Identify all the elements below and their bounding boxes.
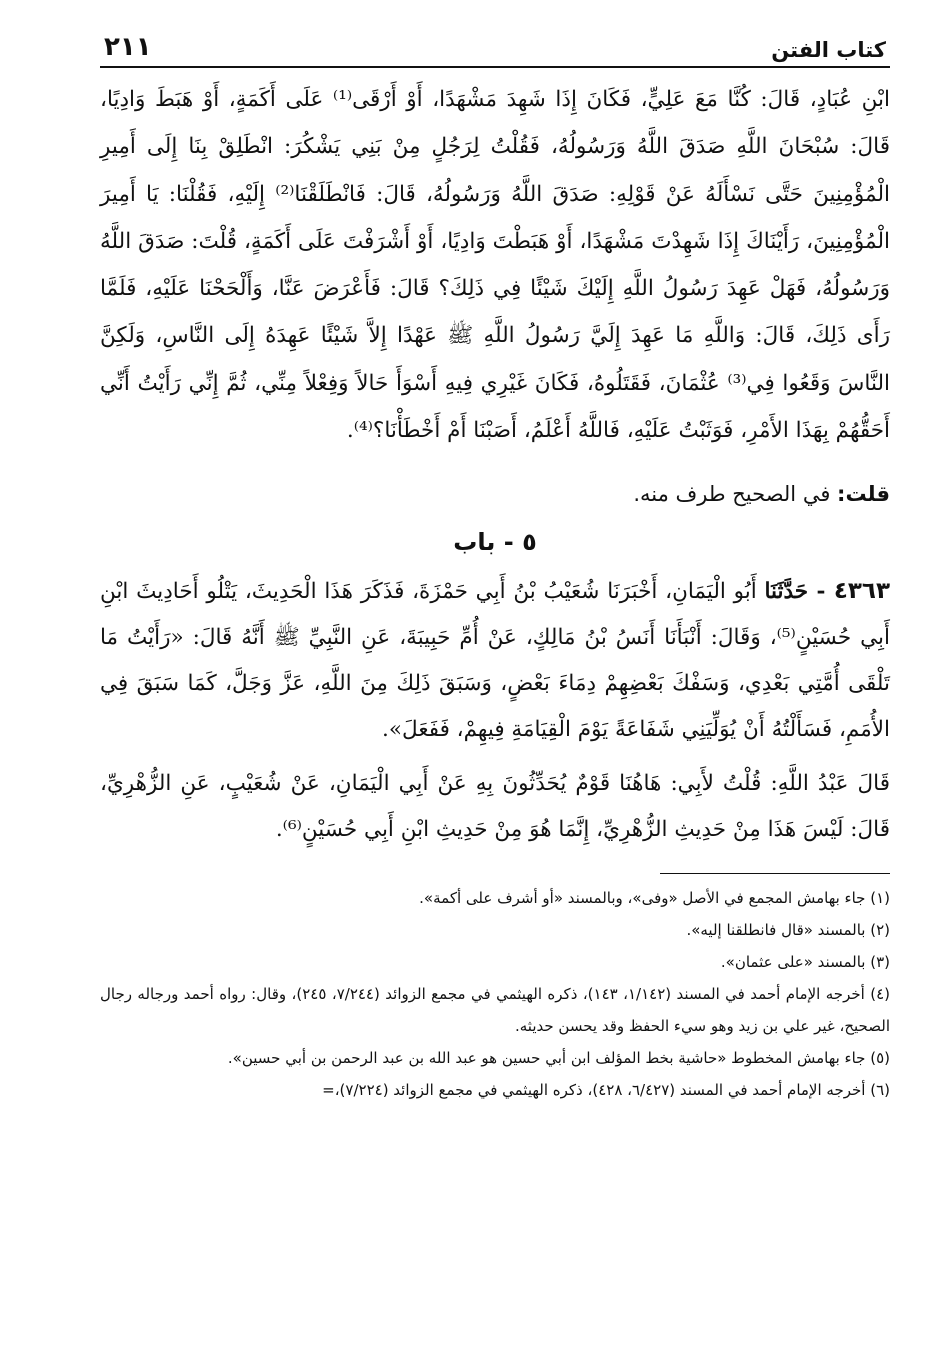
hadith-text: أَبُو الْيَمَانِ، أَخْبَرَنَا شُعَيْبُ بْنُ أَبِي حَمْزَةَ، فَذَكَرَ هَذَا الْحَدِيثَ، يَتْلُو أَحَادِيثَ ابْنِ أَبِي حُسَيْنٍ⁽⁵⁾، وَقَالَ: أَنْبَأَنَا أَنَسُ بْنُ مَالِكٍ، عَنْ أُمِّ حَبِيبَةَ، عَنِ النَّبِيِّ ﷺ أَنَّهُ قَالَ: «رَأَيْتُ مَا تَلْقَى أُمَّتِي بَعْدِي، وَسَفْكَ بَعْضِهِمْ دِمَاءَ بَعْضٍ، وَسَبَقَ ذَلِكَ مِنَ اللَّهِ، عَزَّ وَجَلَّ، كَمَا سَبَقَ فِي الأُمَمِ، فَسَأَلْتُهُ أَنْ يُوَلِّيَنِي شَفَاعَةً يَوْمَ الْقِيَامَةِ فِيهِمْ، فَفَعَلَ». (100, 579, 890, 743)
footnote: (٤) أخرجه الإمام أحمد في المسند (١/١٤٢، ١٤٣)، ذكره الهيثمي في مجمع الزوائد (٧/٢٤٤، ٢٤٥)، وقال: رواه أحمد ورجاله رجال الصحيح، غير علي بن زيد وهو سيء الحفظ وقد يحسن حديثه. (100, 985, 890, 1036)
chapter-heading: ٥ - باب (453, 528, 537, 557)
hadith-number: ٤٣٦٣ (833, 578, 890, 605)
editor-note (100, 482, 890, 506)
footnote-divider (660, 873, 890, 874)
page-header (100, 26, 890, 68)
page-number: ٢١١ (104, 32, 152, 62)
hadith-paragraph (100, 568, 890, 753)
running-title: كتاب الفتن (771, 38, 886, 62)
hadith-followup: قَالَ عَبْدُ اللَّهِ: قُلْتُ لأَبِي: هَاهُنَا قَوْمٌ يُحَدِّثُونَ بِهِ عَنْ أَبِي الْيَمَانِ، عَنْ شُعَيْبٍ، عَنِ الزُّهْرِيِّ، قَالَ: لَيْسَ هَذَا مِنْ حَدِيثِ الزُّهْرِيِّ، إِنَّمَا هُوَ مِنْ حَدِيثِ ابْنِ أَبِي حُسَيْنٍ⁽⁶⁾. (100, 771, 890, 843)
editor-note-label: قلت: (837, 482, 890, 507)
footnote: (٥) جاء بهامش المخطوط «حاشية بخط المؤلف ابن أبي حسين هو عبد الله بن عبد الرحمن بن أبي حسين». (227, 1049, 890, 1068)
editor-note-text: في الصحيح طرف منه. (633, 482, 838, 507)
footnote: (٦) أخرجه الإمام أحمد في المسند (٦/٤٢٧، ٤٢٨)، ذكره الهيثمي في مجمع الزوائد (٧/٢٢٤)،= (322, 1081, 890, 1100)
footnote: (٢) بالمسند «قال فانطلقنا إليه». (686, 921, 890, 940)
footnote: (٣) بالمسند «على عثمان». (720, 953, 890, 972)
footnote: (١) جاء بهامش المجمع في الأصل «وفى»، وبالمسند «أو أشرف على أكمة». (419, 889, 890, 908)
hadith-lead: - حَدَّثَنَا (764, 579, 834, 605)
book-page (100, 26, 890, 1106)
narration-paragraph: ابْنِ عُبَادٍ، قَالَ: كُنَّا مَعَ عَلِيٍّ، فَكَانَ إِذَا شَهِدَ مَشْهَدًا، أَوْ أَرْقَى⁽¹⁾ عَلَى أَكَمَةٍ، أَوْ هَبَطَ وَادِيًا، قَالَ: سُبْحَانَ اللَّهِ صَدَقَ اللَّهُ وَرَسُولُهُ، فَقُلْتُ لِرَجُلٍ مِنْ بَنِي يَشْكُرَ: انْطَلِقْ بِنَا إِلَى أَمِيرِ الْمُؤْمِنِينَ حَتَّى نَسْأَلَهُ عَنْ قَوْلِهِ: صَدَقَ اللَّهُ وَرَسُولُهُ، قَالَ: فَانْطَلَقْنَا⁽²⁾ إِلَيْهِ، فَقُلْنَا: يَا أَمِيرَ الْمُؤْمِنِينَ، رَأَيْنَاكَ إِذَا شَهِدْتَ مَشْهَدًا، أَوْ هَبَطْتَ وَادِيًا، أَوْ أَشْرَفْتَ عَلَى أَكَمَةٍ، قُلْتَ: صَدَقَ اللَّهُ وَرَسُولُهُ، فَهَلْ عَهِدَ رَسُولُ اللَّهِ إِلَيْكَ شَيْئًا فِي ذَلِكَ؟ قَالَ: فَأَعْرَضَ عَنَّا، وَأَلْحَحْنَا عَلَيْهِ، فَلَمَّا رَأَى ذَلِكَ، قَالَ: وَاللَّهِ مَا عَهِدَ إِلَيَّ رَسُولُ اللَّهِ ﷺ عَهْدًا إِلاَّ شَيْئًا عَهِدَهُ إِلَى النَّاسِ، وَلَكِنَّ النَّاسَ وَقَعُوا فِي⁽³⁾ عُثْمَانَ، فَقَتَلُوهُ، فَكَانَ غَيْرِي فِيهِ أَسْوَأَ حَالاً وَفِعْلاً مِنِّي، ثُمَّ إِنِّي رَأَيْتُ أَنِّي أَحَقُّهُمْ بِهَذَا الأَمْرِ، فَوَثَبْتُ عَلَيْهِ، فَاللَّهُ أَعْلَمُ، أَصَبْنَا أَمْ أَخْطَأْنَا؟⁽⁴⁾. (100, 87, 890, 444)
footnotes (100, 882, 890, 1106)
